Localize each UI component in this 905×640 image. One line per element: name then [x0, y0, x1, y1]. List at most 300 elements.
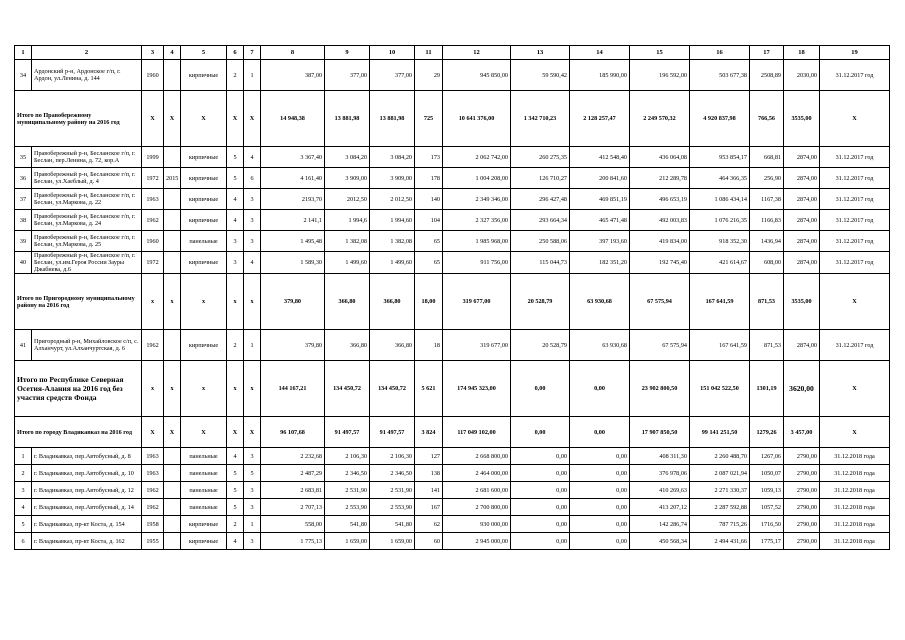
subtotal-cell: 20 528,79: [511, 274, 570, 330]
data-cell: 31.12.2018 года: [820, 465, 890, 482]
data-cell: кирпичные: [181, 147, 227, 168]
data-cell: кирпичные: [181, 252, 227, 274]
data-cell: 1 382,08: [325, 231, 370, 252]
data-cell: 31.12.2018 года: [820, 533, 890, 550]
subtotal-cell: 63 930,68: [570, 274, 630, 330]
data-cell: 2 087 021,94: [690, 465, 750, 482]
row-number-cell: 36: [15, 168, 32, 189]
data-cell: [164, 210, 181, 231]
subtotal-cell: 0,00: [511, 417, 570, 448]
subtotal-cell: х: [227, 361, 244, 417]
data-cell: 911 756,00: [443, 252, 511, 274]
table-row: [15, 168, 890, 189]
data-cell: 1 382,08: [370, 231, 415, 252]
data-cell: 496 653,19: [630, 189, 690, 210]
data-cell: 2 553,90: [325, 499, 370, 516]
subtotal-cell: 117 049 102,00: [443, 417, 511, 448]
row-number-cell: 4: [15, 499, 32, 516]
data-cell: 1972: [142, 252, 164, 274]
data-cell: кирпичные: [181, 210, 227, 231]
subtotal-cell: 725: [415, 91, 443, 147]
data-cell: [164, 499, 181, 516]
header-cell: 4: [164, 46, 181, 60]
subtotal-cell: 151 042 522,50: [690, 361, 750, 417]
data-cell: 668,81: [750, 147, 784, 168]
header-cell: 11: [415, 46, 443, 60]
data-cell: 3 084,20: [325, 147, 370, 168]
subtotal-cell: 4 920 837,98: [690, 91, 750, 147]
header-cell: 8: [261, 46, 325, 60]
subtotal-cell: х: [181, 361, 227, 417]
data-cell: 2874,00: [784, 330, 820, 361]
header-cell: 6: [227, 46, 244, 60]
data-cell: 1960: [142, 231, 164, 252]
data-cell: 5: [244, 465, 261, 482]
subtotal-cell: 3620,00: [784, 361, 820, 417]
data-cell: 1166,83: [750, 210, 784, 231]
data-cell: 296 427,48: [511, 189, 570, 210]
address-cell: Правобережный р-н, Бесланское г/п, г. Беслан, пер.Ленина, д. 72, кор.А: [32, 147, 142, 168]
data-cell: 2 106,30: [370, 448, 415, 465]
table-row: [15, 448, 890, 465]
register-document: [14, 45, 889, 550]
data-cell: 1716,50: [750, 516, 784, 533]
subtotal-cell: Х: [227, 417, 244, 448]
subtotal-cell: 2 249 570,32: [630, 91, 690, 147]
data-cell: 1955: [142, 533, 164, 550]
address-cell: г. Владикавказ, пер.Автобусный, д. 14: [32, 499, 142, 516]
data-cell: 2: [227, 60, 244, 91]
data-cell: 1972: [142, 168, 164, 189]
data-cell: 2 287 592,88: [690, 499, 750, 516]
data-cell: 1: [244, 330, 261, 361]
data-cell: [164, 147, 181, 168]
data-cell: 4 161,40: [261, 168, 325, 189]
subtotal-cell: 3535,00: [784, 91, 820, 147]
column-number-header: [15, 46, 890, 60]
data-cell: 6: [244, 168, 261, 189]
subtotal-label: Итого по городу Владикавказ на 2016 год: [15, 417, 142, 448]
data-cell: панельные: [181, 499, 227, 516]
data-cell: 0,00: [511, 448, 570, 465]
data-cell: [164, 330, 181, 361]
data-cell: 0,00: [511, 482, 570, 499]
address-cell: Правобережный р-н, Бесланское г/п, г. Беслан, ул.Маркова, д. 24: [32, 210, 142, 231]
row-number-cell: 34: [15, 60, 32, 91]
data-cell: 18: [415, 330, 443, 361]
data-cell: панельные: [181, 231, 227, 252]
row-number-cell: 1: [15, 448, 32, 465]
data-cell: 1 659,00: [325, 533, 370, 550]
subtotal-cell: 366,80: [370, 274, 415, 330]
data-cell: 178: [415, 168, 443, 189]
header-cell: 1: [15, 46, 32, 60]
data-cell: 2 945 000,00: [443, 533, 511, 550]
data-cell: 397 193,60: [570, 231, 630, 252]
data-cell: 67 575,94: [630, 330, 690, 361]
subtotal-cell: Х: [820, 417, 890, 448]
data-cell: 469 851,19: [570, 189, 630, 210]
data-cell: [164, 533, 181, 550]
subtotal-cell: 13 881,98: [370, 91, 415, 147]
data-cell: 0,00: [570, 465, 630, 482]
data-cell: 31.12.2017 год: [820, 147, 890, 168]
data-cell: 0,00: [511, 516, 570, 533]
data-cell: 376 978,06: [630, 465, 690, 482]
subtotal-cell: Х: [820, 91, 890, 147]
subtotal-cell: 319 677,00: [443, 274, 511, 330]
data-cell: 2: [227, 516, 244, 533]
data-cell: 20 528,79: [511, 330, 570, 361]
data-cell: 2 232,68: [261, 448, 325, 465]
data-cell: 930 000,00: [443, 516, 511, 533]
data-cell: 60: [415, 533, 443, 550]
subtotal-cell: Х: [164, 91, 181, 147]
subtotal-cell: 91 497,57: [370, 417, 415, 448]
subtotal-cell: Х: [244, 417, 261, 448]
header-cell: 9: [325, 46, 370, 60]
header-cell: 3: [142, 46, 164, 60]
data-cell: 127: [415, 448, 443, 465]
data-cell: 63 930,68: [570, 330, 630, 361]
subtotal-cell: х: [244, 274, 261, 330]
data-cell: 0,00: [511, 499, 570, 516]
data-cell: 2 106,30: [325, 448, 370, 465]
data-cell: 2: [227, 330, 244, 361]
data-cell: 31.12.2018 года: [820, 448, 890, 465]
table-row: [15, 482, 890, 499]
subtotal-cell: х: [244, 361, 261, 417]
table-row: [15, 231, 890, 252]
data-cell: 1963: [142, 465, 164, 482]
data-cell: 31.12.2017 год: [820, 189, 890, 210]
data-cell: 31.12.2017 год: [820, 210, 890, 231]
data-cell: 2 346,50: [325, 465, 370, 482]
header-cell: 13: [511, 46, 570, 60]
data-cell: 2790,00: [784, 482, 820, 499]
data-cell: 65: [415, 252, 443, 274]
data-cell: 412 548,40: [570, 147, 630, 168]
data-cell: 3 084,20: [370, 147, 415, 168]
data-cell: 1 659,00: [370, 533, 415, 550]
data-cell: 192 745,40: [630, 252, 690, 274]
subtotal-cell: 174 945 323,00: [443, 361, 511, 417]
row-number-cell: 3: [15, 482, 32, 499]
header-cell: 14: [570, 46, 630, 60]
data-cell: 366,80: [370, 330, 415, 361]
table-row: [15, 499, 890, 516]
data-cell: 2 464 000,00: [443, 465, 511, 482]
address-cell: г. Владикавказ, пер.Автобусный, д. 12: [32, 482, 142, 499]
subtotal-cell: 1 342 710,23: [511, 91, 570, 147]
data-cell: 31.12.2017 год: [820, 330, 890, 361]
data-cell: 141: [415, 482, 443, 499]
data-cell: 492 003,83: [630, 210, 690, 231]
data-cell: 450 568,34: [630, 533, 690, 550]
data-cell: 31.12.2017 год: [820, 252, 890, 274]
data-cell: 2 327 356,00: [443, 210, 511, 231]
data-cell: 2 494 431,66: [690, 533, 750, 550]
address-cell: Правобережный р-н, Бесланское г/п, г. Беслан, ул.Маркова, д. 25: [32, 231, 142, 252]
data-cell: 0,00: [511, 533, 570, 550]
data-cell: 3: [244, 533, 261, 550]
data-cell: 196 592,00: [630, 60, 690, 91]
table-row: [15, 210, 890, 231]
subtotal-cell: Х: [142, 417, 164, 448]
subtotal-cell: х: [227, 274, 244, 330]
data-cell: 2874,00: [784, 231, 820, 252]
data-cell: 0,00: [570, 448, 630, 465]
data-cell: 260 275,35: [511, 147, 570, 168]
data-cell: 1 086 434,14: [690, 189, 750, 210]
data-cell: 377,00: [370, 60, 415, 91]
subtotal-label: Итого по Республике Северная Осетия-Алания на 2016 год без участия средств Фонда: [15, 361, 142, 417]
subtotal-cell: Х: [227, 91, 244, 147]
table-row: [15, 189, 890, 210]
data-cell: 2030,00: [784, 60, 820, 91]
data-cell: 1 589,30: [261, 252, 325, 274]
data-cell: 31.12.2017 год: [820, 231, 890, 252]
data-cell: 2 349 346,00: [443, 189, 511, 210]
subtotal-cell: 3 457,00: [784, 417, 820, 448]
data-cell: 3: [244, 482, 261, 499]
data-cell: 387,00: [261, 60, 325, 91]
data-cell: 1 499,60: [370, 252, 415, 274]
data-cell: 2 141,1: [261, 210, 325, 231]
data-cell: 65: [415, 231, 443, 252]
data-cell: 1 994,6: [325, 210, 370, 231]
data-cell: кирпичные: [181, 533, 227, 550]
subtotal-cell: 23 902 800,50: [630, 361, 690, 417]
data-cell: 319 677,00: [443, 330, 511, 361]
data-cell: 608,00: [750, 252, 784, 274]
data-cell: 0,00: [570, 516, 630, 533]
data-cell: 138: [415, 465, 443, 482]
data-cell: 3: [227, 231, 244, 252]
row-number-cell: 5: [15, 516, 32, 533]
address-cell: г. Владикавказ, пр-кт Коста, д. 162: [32, 533, 142, 550]
data-cell: 2 260 488,70: [690, 448, 750, 465]
data-cell: 558,00: [261, 516, 325, 533]
subtotal-cell: 0,00: [511, 361, 570, 417]
data-cell: 1436,94: [750, 231, 784, 252]
table-row: [15, 516, 890, 533]
data-cell: 5: [227, 147, 244, 168]
data-cell: 2 700 800,00: [443, 499, 511, 516]
data-cell: 464 366,35: [690, 168, 750, 189]
data-cell: 2874,00: [784, 189, 820, 210]
subtotal-cell: 0,00: [570, 361, 630, 417]
data-cell: 2790,00: [784, 516, 820, 533]
data-cell: 142 286,74: [630, 516, 690, 533]
header-cell: 12: [443, 46, 511, 60]
header-cell: 15: [630, 46, 690, 60]
data-cell: [164, 60, 181, 91]
address-cell: г. Владикавказ, пр-кт Коста, д. 154: [32, 516, 142, 533]
row-number-cell: 2: [15, 465, 32, 482]
data-cell: 182 351,20: [570, 252, 630, 274]
row-number-cell: 39: [15, 231, 32, 252]
data-cell: 1960: [142, 60, 164, 91]
data-cell: 2 487,29: [261, 465, 325, 482]
subtotal-cell: Х: [181, 91, 227, 147]
subtotal-label: Итого по Правобережному муниципальному району на 2016 год: [15, 91, 142, 147]
subtotal-cell: 167 641,59: [690, 274, 750, 330]
subtotal-cell: Х: [820, 274, 890, 330]
data-cell: [164, 482, 181, 499]
subtotal-cell: Х: [820, 361, 890, 417]
data-cell: 2012,50: [325, 189, 370, 210]
data-cell: 2 531,90: [370, 482, 415, 499]
subtotal-cell: х: [164, 361, 181, 417]
table-row: [15, 60, 890, 91]
subtotal-cell: 91 497,57: [325, 417, 370, 448]
data-cell: [164, 231, 181, 252]
subtotal-cell: 99 141 251,50: [690, 417, 750, 448]
data-cell: 2 707,13: [261, 499, 325, 516]
subtotal-cell: х: [181, 274, 227, 330]
address-cell: Правобережный р-н, Бесланское г/п, г. Беслан, ул.Хаеблый, д. 4: [32, 168, 142, 189]
data-cell: 1962: [142, 482, 164, 499]
data-cell: 2790,00: [784, 448, 820, 465]
address-cell: Правобережный р-н, Бесланское г/п, г. Беслан, ул.им.Героя России Зауры Джабиева, д.6: [32, 252, 142, 274]
subtotal-cell: 10 641 376,00: [443, 91, 511, 147]
data-cell: 2 668 800,00: [443, 448, 511, 465]
data-cell: 3: [227, 252, 244, 274]
data-cell: 200 841,60: [570, 168, 630, 189]
subtotal-cell: 3535,00: [784, 274, 820, 330]
data-cell: 3 909,00: [370, 168, 415, 189]
address-cell: Правобережный р-н, Бесланское г/п, г. Беслан, ул.Маркова, д. 22: [32, 189, 142, 210]
data-cell: 212 289,78: [630, 168, 690, 189]
subtotal-row: [15, 274, 890, 330]
data-cell: [164, 465, 181, 482]
data-cell: 2 531,90: [325, 482, 370, 499]
subtotal-cell: 134 450,72: [325, 361, 370, 417]
data-cell: 167 641,59: [690, 330, 750, 361]
data-cell: 1999: [142, 147, 164, 168]
data-cell: 4: [227, 448, 244, 465]
data-cell: 2 553,90: [370, 499, 415, 516]
header-cell: 5: [181, 46, 227, 60]
header-cell: 2: [32, 46, 142, 60]
data-cell: 1962: [142, 210, 164, 231]
data-cell: 104: [415, 210, 443, 231]
data-cell: 5: [227, 465, 244, 482]
subtotal-label: Итого по Пригородному муниципальному району на 2016 год: [15, 274, 142, 330]
data-cell: 2 062 742,00: [443, 147, 511, 168]
data-cell: 1167,38: [750, 189, 784, 210]
subtotal-cell: 0,00: [570, 417, 630, 448]
subtotal-cell: 1279,26: [750, 417, 784, 448]
data-cell: 2193,70: [261, 189, 325, 210]
table-row: [15, 330, 890, 361]
data-cell: кирпичные: [181, 330, 227, 361]
subtotal-row: [15, 417, 890, 448]
data-cell: 0,00: [570, 482, 630, 499]
data-cell: 4: [244, 252, 261, 274]
data-cell: 1963: [142, 448, 164, 465]
subtotal-cell: 17 907 850,50: [630, 417, 690, 448]
data-cell: 31.12.2018 года: [820, 516, 890, 533]
data-cell: 2790,00: [784, 499, 820, 516]
data-cell: кирпичные: [181, 168, 227, 189]
data-cell: 0,00: [570, 499, 630, 516]
data-cell: 256,90: [750, 168, 784, 189]
table-row: [15, 465, 890, 482]
data-cell: 2790,00: [784, 533, 820, 550]
data-cell: 250 588,06: [511, 231, 570, 252]
subtotal-cell: х: [142, 274, 164, 330]
data-cell: [164, 189, 181, 210]
subtotal-cell: 366,80: [325, 274, 370, 330]
header-cell: 10: [370, 46, 415, 60]
data-cell: кирпичные: [181, 60, 227, 91]
data-cell: 408 311,30: [630, 448, 690, 465]
data-cell: 2874,00: [784, 168, 820, 189]
data-cell: 541,80: [325, 516, 370, 533]
data-cell: 3: [244, 448, 261, 465]
data-cell: 1: [244, 516, 261, 533]
header-cell: 17: [750, 46, 784, 60]
data-cell: 3: [244, 231, 261, 252]
subtotal-cell: 5 621: [415, 361, 443, 417]
row-number-cell: 6: [15, 533, 32, 550]
data-cell: [164, 448, 181, 465]
data-cell: 1059,13: [750, 482, 784, 499]
data-cell: 126 710,27: [511, 168, 570, 189]
address-cell: г. Владикавказ, пер.Автобусный, д. 8: [32, 448, 142, 465]
subtotal-cell: 766,56: [750, 91, 784, 147]
subtotal-cell: 871,53: [750, 274, 784, 330]
data-cell: 2 012,50: [370, 189, 415, 210]
data-cell: 945 850,00: [443, 60, 511, 91]
data-cell: 4: [244, 147, 261, 168]
data-cell: 2 271 330,37: [690, 482, 750, 499]
subtotal-cell: 13 881,98: [325, 91, 370, 147]
data-cell: 31.12.2018 года: [820, 499, 890, 516]
subtotal-cell: Х: [164, 417, 181, 448]
data-cell: 5: [227, 482, 244, 499]
subtotal-cell: 14 948,38: [261, 91, 325, 147]
data-cell: 31.12.2017 год: [820, 168, 890, 189]
data-cell: 3: [244, 499, 261, 516]
data-cell: 1050,07: [750, 465, 784, 482]
address-cell: г. Владикавказ, пер.Автобусный, д. 10: [32, 465, 142, 482]
data-cell: 29: [415, 60, 443, 91]
data-cell: 115 044,73: [511, 252, 570, 274]
data-cell: 1775,17: [750, 533, 784, 550]
row-number-cell: 38: [15, 210, 32, 231]
data-cell: 413 207,12: [630, 499, 690, 516]
data-cell: 2 683,81: [261, 482, 325, 499]
data-cell: 410 269,63: [630, 482, 690, 499]
header-cell: 18: [784, 46, 820, 60]
data-cell: 2 346,50: [370, 465, 415, 482]
data-cell: 2 681 600,00: [443, 482, 511, 499]
subtotal-cell: Х: [142, 91, 164, 147]
header-cell: 16: [690, 46, 750, 60]
data-cell: 173: [415, 147, 443, 168]
data-cell: панельные: [181, 482, 227, 499]
data-cell: 1057,52: [750, 499, 784, 516]
data-cell: панельные: [181, 465, 227, 482]
data-cell: 167: [415, 499, 443, 516]
data-cell: панельные: [181, 448, 227, 465]
table-row: [15, 147, 890, 168]
subtotal-cell: 144 167,21: [261, 361, 325, 417]
subtotal-cell: 379,80: [261, 274, 325, 330]
